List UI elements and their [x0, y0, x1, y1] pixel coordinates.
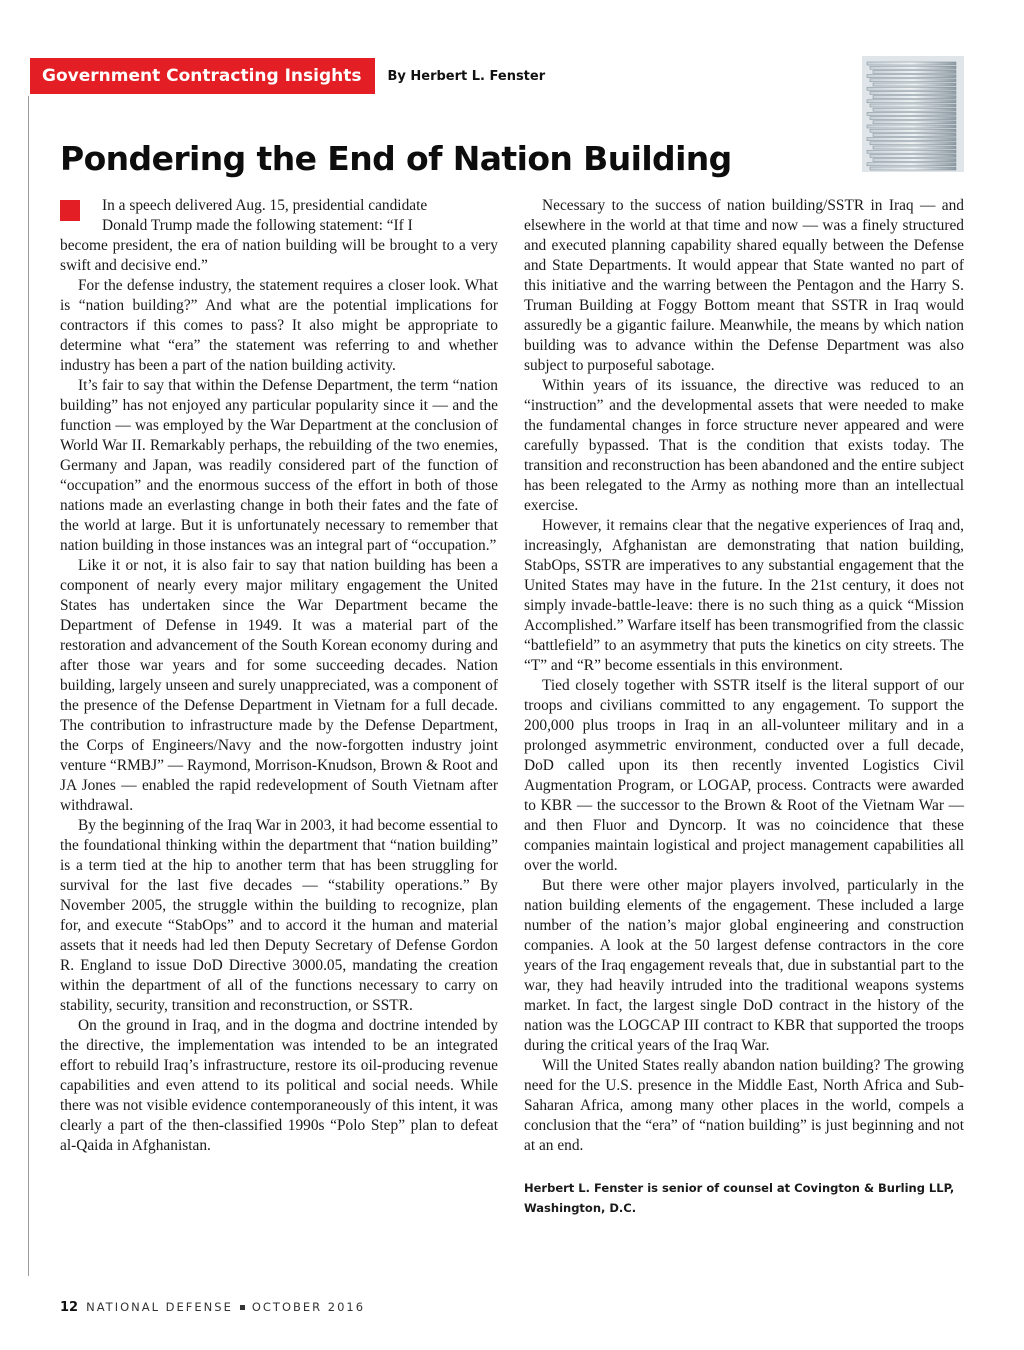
- red-square-drop-cap: [60, 200, 80, 221]
- body-paragraph: For the defense industry, the statement requires a closer look. What is “nation building?” And what are the potential implications for contractors if this comes to pass? It also might be appropriate to determine what “era” the statement was referring to and whether industry has been a part of the nation building activity.: [60, 277, 498, 374]
- paper-sheet: [870, 66, 956, 69]
- page-number: 12: [60, 1300, 79, 1315]
- body-paragraph: By the beginning of the Iraq War in 2003, it had become essential to the foundational thinking within the department that “nation building” is a term tied at the hip to another term that has been struggling for survival for the last five decades — “stability operations.” By November 2005, the struggle within the building to recognize, plan for, and execute “StabOps” and to accord it the human and material assets that it needs had led then Deputy Secretary of Defense Gordon R. England to issue DoD Directive 3000.05, mandating the creation within the department of all of the functions necessary to carry on stability, security, transition and reconstruction, or SSTR.: [60, 817, 498, 1014]
- paper-sheet: [873, 133, 956, 136]
- paper-sheet: [873, 159, 956, 162]
- issue-date: OCTOBER 2016: [251, 1300, 366, 1314]
- paper-sheet: [873, 108, 956, 111]
- article-title: Pondering the End of Nation Building: [60, 139, 732, 178]
- body-paragraph: Within years of its issuance, the directive was reduced to an “instruction” and the developmental assets that were needed to make the fundamental changes in force structure never appeared and were carefully bypassed. That is the condition that exists today. The transition and reconstruction has been abandoned and the entire subject has been relegated to the Army as nothing more than an intellectual exercise.: [524, 377, 964, 514]
- paper-sheet: [873, 121, 956, 124]
- body-paragraph: It’s fair to say that within the Defense Department, the term “nation building” has not enjoyed any particular popularity since it — and the function — was employed by the War Department at the conclusion of World War II. Remarkably perhaps, the rebuilding of the two enemies, Germany and Japan, was readily considered part of the function of “occupation” and the enormous success of the effort in both of those nations made an everlasting change in both their fates and the fate of the world at large. But it is unfortunately necessary to remember that nation building in those instances was an integral part of “occupation.”: [60, 377, 498, 554]
- paper-sheet: [867, 100, 956, 103]
- paper-sheet: [873, 96, 956, 99]
- paper-sheet: [867, 125, 956, 128]
- column-name-tag: Government Contracting Insights: [30, 58, 375, 94]
- paper-sheet: [870, 104, 956, 107]
- body-paragraph: But there were other major players involved, particularly in the nation building elements of the engagement. These included a large number of the nation’s major global engineering and construction companies. A look at the 50 largest defense contractors in the core years of the Iraq engagement reveals that, due in substantial part to the war, they had heavily intruded into the traditional weapons systems market. In fact, the largest single DoD contract in the history of the nation was the LOGCAP III contract to KBR that supported the troops during the critical years of the Iraq War.: [524, 877, 964, 1054]
- lead-paragraph: In a speech delivered Aug. 15, presidential candidate Donald Trump made the following statement: “If I become president, the era of nation building will be brought to a very swift and decisive end.”: [60, 197, 498, 274]
- body-paragraph: On the ground in Iraq, and in the dogma and doctrine intended by the directive, the implementation was intended to be an integrated effort to rebuild Iraq’s infrastructure, restore its oil-producing revenue capabilities and even attend to its political and social needs. While there was not visible evidence contemporaneously of this intent, it was clearly a part of the then-classified 1990s “Polo Step” plan to defeat al-Qaida in Afghanistan.: [60, 1017, 498, 1154]
- paper-sheet: [870, 129, 956, 132]
- paper-stack-icon: [862, 56, 964, 172]
- paper-sheet: [867, 87, 956, 90]
- footer-separator: [240, 1305, 245, 1310]
- author-byline: By Herbert L. Fenster: [387, 68, 546, 84]
- paper-sheet: [870, 154, 956, 157]
- paper-sheet: [870, 117, 956, 120]
- page-footer: [60, 1300, 365, 1315]
- paper-sheet: [867, 163, 956, 166]
- paper-sheet: [867, 138, 956, 141]
- paper-sheet: [873, 70, 956, 73]
- paper-sheet: [870, 79, 956, 82]
- column-header: [30, 58, 545, 94]
- author-bio: Herbert L. Fenster is senior of counsel at Covington & Burling LLP, Washington, D.C.: [524, 1181, 955, 1215]
- right-column: [524, 196, 964, 1218]
- left-margin-rule: [28, 96, 29, 1276]
- paper-sheet: [867, 62, 956, 65]
- paper-sheet: [870, 142, 956, 145]
- body-paragraph: Will the United States really abandon nation building? The growing need for the U.S. presence in the Middle East, North Africa and Sub-Saharan Africa, among many other places in the world, compels a conclusion that the “era” of “nation building” is just beginning and not at an end.: [524, 1057, 964, 1154]
- paper-sheet: [873, 146, 956, 149]
- paper-sheet: [870, 167, 956, 170]
- paper-sheet: [867, 75, 956, 78]
- body-paragraph: Tied closely together with SSTR itself is the literal support of our troops and civilians committed to any engagement. To support the 200,000 plus troops in Iraq in an all-volunteer military and in a prolonged asymmetric environment, conducted over a full decade, DoD called upon its then recently invented Logistics Civil Augmentation Program, or LOGAP, process. Contracts were awarded to KBR — the successor to the Brown & Root of the Vietnam War — and then Fluor and Dyncorp. It was no coincidence that these companies maintain logistical and project management capabilities all over the world.: [524, 677, 964, 874]
- body-paragraph: Like it or not, it is also fair to say that nation building has been a component of nearly every major military engagement the United States has undertaken since the War Department became the Department of Defense in 1949. It was a material part of the restoration and advancement of the South Korean economy during and after those war years and for some succeeding decades. Nation building, largely unseen and surely unappreciated, was a component of the presence of the Defense Department in Vietnam for a full decade. The contribution to infrastructure made by the Defense Department, the Corps of Engineers/Navy and the now-forgotten industry joint venture “RMBJ” — Raymond, Morrison-Knudson, Brown & Root and JA Jones — enabled the rapid redevelopment of South Vietnam after withdrawal.: [60, 557, 498, 814]
- paper-sheet: [873, 83, 956, 86]
- paper-sheet: [870, 91, 956, 94]
- paper-sheet: [867, 150, 956, 153]
- publication-name: NATIONAL DEFENSE: [86, 1300, 233, 1314]
- paper-sheet: [867, 112, 956, 115]
- body-paragraph: However, it remains clear that the negative experiences of Iraq and, increasingly, Afghanistan are demonstrating that nation building, StabOps, SSTR are imperatives to any substantial engagement that the United States may have in the future. In the 21st century, it does not simply invade-battle-leave: there is no such thing as a quick “Mission Accomplished.” Warfare itself has been transmogrified from the classic “battlefield” to an asymmetry that puts the kinetics on city streets. The “T” and “R” become essentials in this environment.: [524, 517, 964, 674]
- body-paragraph: Necessary to the success of nation building/SSTR in Iraq — and elsewhere in the world at that time and now — was a finely structured and executed planning capability shared equally between the Defense and State Departments. It would appear that State wanted no part of this initiative and the warring between the Pentagon and the Harry S. Truman Building at Foggy Bottom meant that SSTR in Iraq would assuredly be a gigantic failure. Meanwhile, the means by which nation building was to advance within the Defense Department was also subject to purposeful sabotage.: [524, 197, 964, 374]
- left-column: [60, 196, 498, 1156]
